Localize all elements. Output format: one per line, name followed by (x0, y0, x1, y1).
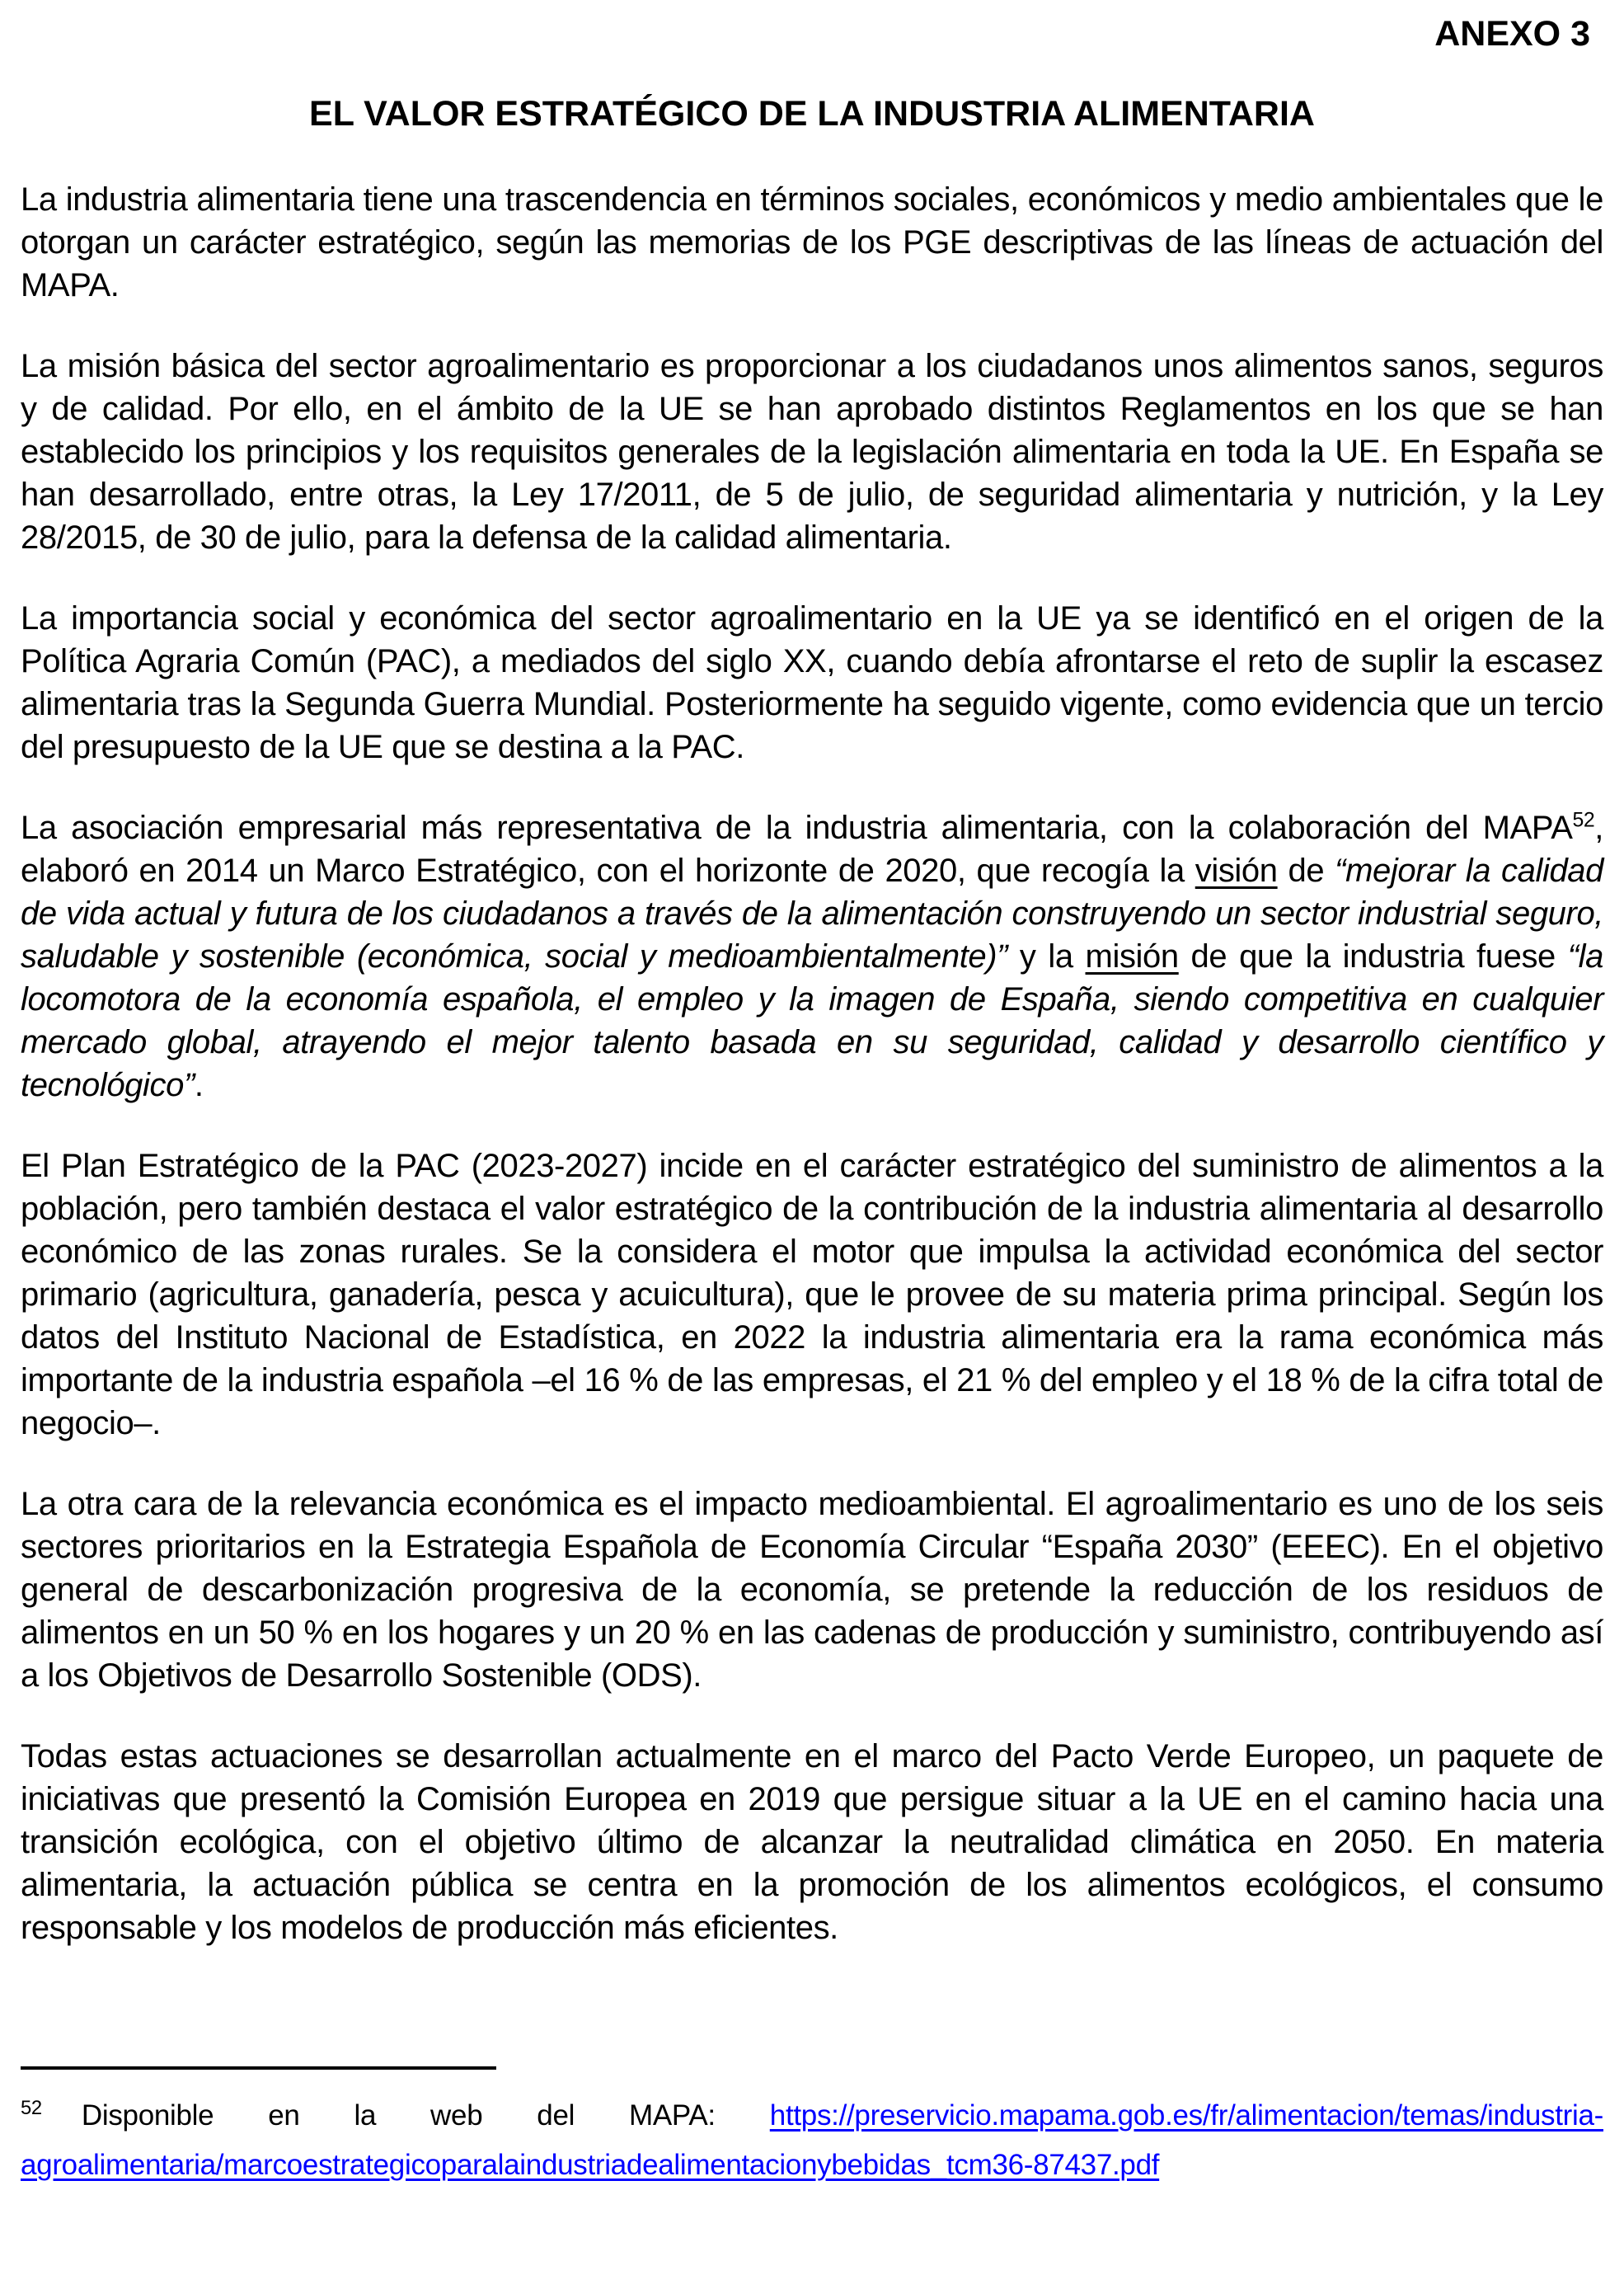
vision-underlined-word: visión (1195, 853, 1278, 889)
paragraph-5: El Plan Estratégico de la PAC (2023-2027) incide en el carácter estratégico del suministro de alimentos a la población, pero también destaca el valor estratégico de la contribución de la industria alimentaria al desarrollo económico de las zonas rurales. Se la considera el motor que impulsa la actividad económica del sector primario (agricultura, ganadería, pesca y acuicultura), que le provee de su materia prima principal. Según los datos del Instituto Nacional de Estadística, en 2022 la industria alimentaria era la rama económica más importante de la industria española –el 16 % de las empresas, el 21 % del empleo y el 18 % de la cifra total de negocio–. (21, 1148, 1603, 1441)
footnote-link-line-2: agroalimentaria/marcoestrategicoparalaindustriadealimentacionybebidas_tcm36-87437.pdf (21, 2149, 1160, 2181)
footnote-number: 52 (21, 2097, 42, 2120)
paragraph-6: La otra cara de la relevancia económica es el impacto medioambiental. El agroalimentario es uno de los seis sectores prioritarios en la Estrategia Española de Economía Circular “España 2030” (EEEC). En el objetivo general de descarbonización progresiva de la economía, se pretende la reducción de los residuos de alimentos en un 50 % en los hogares y un 20 % en las cadenas de producción y suministro, contribuyendo así a los Objetivos de Desarrollo Sostenible (ODS). (21, 1486, 1603, 1694)
paragraph-1: La industria alimentaria tiene una trascendencia en términos sociales, económicos y medio ambientales que le otorgan un carácter estratégico, según las memorias de los PGE descriptivas de las líneas de actuación del MAPA. (21, 181, 1603, 303)
mision-underlined-word: misión (1085, 938, 1179, 975)
footnote-reference: 52 (1572, 809, 1595, 832)
paragraph-2: La misión básica del sector agroalimentario es proporcionar a los ciudadanos unos alimentos sanos, seguros y de calidad. Por ello, en el ámbito de la UE se han aprobado distintos Reglamentos en los que se han establecido los principios y los requisitos generales de la legislación alimentaria en toda la UE. En España se han desarrollado, entre otras, la Ley 17/2011, de 5 de julio, de seguridad alimentaria y nutrición, y la Ley 28/2015, de 30 de julio, para la defensa de la calidad alimentaria. (21, 348, 1603, 556)
document-body (21, 178, 1603, 1949)
footnote (21, 2091, 1603, 2190)
footnote-separator (21, 2066, 496, 2070)
paragraph-7: Todas estas actuaciones se desarrollan actualmente en el marco del Pacto Verde Europeo, un paquete de iniciativas que presentó la Comisión Europea en 2019 que persigue situar a la UE en el camino hacia una transición ecológica, con el objetivo último de alcanzar la neutralidad climática en 2050. En materia alimentaria, la actuación pública se centra en la promoción de los alimentos ecológicos, el consumo responsable y los modelos de producción más eficientes. (21, 1738, 1603, 1946)
text-run: y la (1007, 938, 1086, 975)
annex-label: ANEXO 3 (1434, 14, 1590, 54)
paragraph-4 (21, 806, 1603, 1107)
footnote-link-line-1: https://preservicio.mapama.gob.es/fr/alimentacion/temas/industria- (769, 2099, 1603, 2132)
text-run: . (194, 1067, 204, 1103)
footnote-area (21, 2066, 1603, 2190)
italic-quote-mision: “la locomotora de la economía española, el empleo y la imagen de España, siendo competitiva en cualquier mercado global, atrayendo el mejor talento basada en su seguridad, calidad y desarrollo científico y tecnológico” (21, 938, 1603, 1103)
paragraph-3: La importancia social y económica del sector agroalimentario en la UE ya se identificó en el origen de la Política Agraria Común (PAC), a mediados del siglo XX, cuando debía afrontarse el reto de suplir la escasez alimentaria tras la Segunda Guerra Mundial. Posteriormente ha seguido vigente, como evidencia que un tercio del presupuesto de la UE que se destina a la PAC. (21, 600, 1603, 765)
text-run: La asociación empresarial más representativa de la industria alimentaria, con la colaboración del MAPA (21, 810, 1573, 846)
text-run: de que la industria fuese (1178, 938, 1568, 975)
italic-quote-vision: “mejorar la calidad de vida actual y futura de los ciudadanos a través de la alimentación construyendo un sector industrial seguro, saludable y sostenible (económica, social y medioambientalmente)” (21, 853, 1603, 975)
text-run: de (1277, 853, 1335, 889)
text-run: , elaboró en 2014 un Marco Estratégico, con el horizonte de 2020, que recogía la (21, 810, 1603, 889)
footnote-label: Disponible en la web del MAPA: (81, 2099, 716, 2132)
page-title: EL VALOR ESTRATÉGICO DE LA INDUSTRIA ALIMENTARIA (309, 94, 1315, 134)
